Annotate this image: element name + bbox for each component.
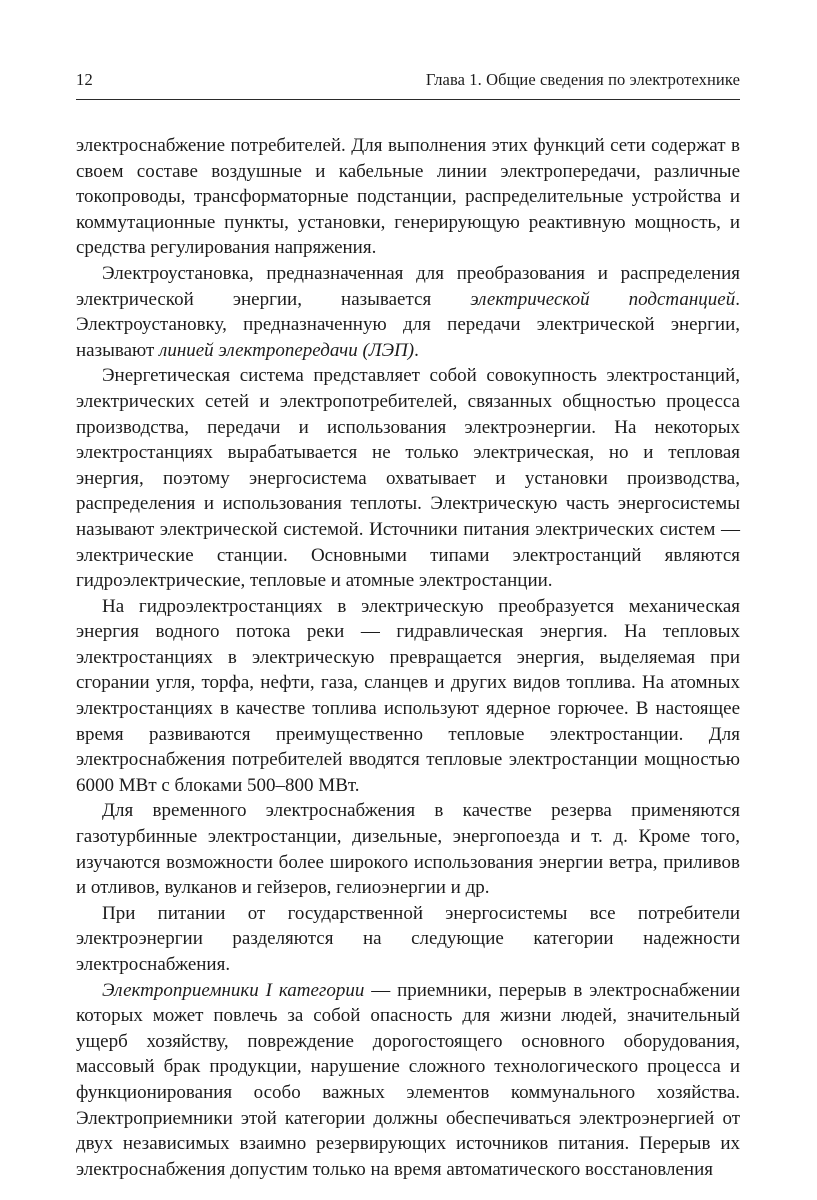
text-run: Электроустановка, предназначенная для преобразования и распределения электрической энергии, называется <box>76 262 740 310</box>
paragraph <box>76 363 740 593</box>
page-number: 12 <box>76 70 93 89</box>
body-text <box>76 133 740 1182</box>
italic-text-run: Электроприемники I категории <box>102 979 365 1001</box>
text-run: Энергетическая система представляет собой совокупность электростанций, электрических сетей и электропотребителей, связанных общностью процесса производства, передачи и использования электроэнергии. На некоторых электростанциях вырабатывается не только электрическая, но и тепловая энергия, поэтому энергосистема охватывает и установки производства, распределения и использования теплоты. Электрическую часть энергосистемы называют электрической системой. Источники питания электрических систем — электрические станции. Основными типами электростанций являются гидроэлектрические, тепловые и атомные электростанции. <box>76 365 740 592</box>
chapter-title: Глава 1. Общие сведения по электротехнике <box>425 70 740 89</box>
paragraph <box>76 133 740 261</box>
text-run: Для временного электроснабжения в качестве резерва применяются газотурбинные электростанции, дизельные, энергопоезда и т. д. Кроме того, изучаются возможности более широкого использования энергии ветра, приливов и отливов, вулканов и гейзеров, гелиоэнергии и др. <box>76 800 740 899</box>
paragraph <box>76 594 740 799</box>
text-run: — приемники, перерыв в электроснабжении которых может повлечь за собой опасность для жизни людей, значительный ущерб хозяйству, повреждение дорогостоящего основного оборудования, массовый брак продукции, нарушение сложного технологического процесса и функционирования особо важных элементов коммунального хозяйства. Электроприемники этой категории должны обеспечиваться электроэнергией от двух независимых взаимно резервирующих источников питания. Перерыв их электроснабжения допустим только на время автоматического восстановления <box>76 979 740 1180</box>
text-run: При питании от государственной энергосистемы все потребители электроэнергии разделяются на следующие категории надежности электроснабжения. <box>76 902 740 975</box>
page-header <box>76 70 740 100</box>
italic-text-run: электрической подстанцией <box>470 288 736 310</box>
text-run: . Электроустановку, предназначенную для передачи электрической энергии, называют <box>76 288 740 361</box>
paragraph <box>76 978 740 1183</box>
text-run: На гидроэлектростанциях в электрическую преобразуется механическая энергия водного потока реки — гидравлическая энергия. На тепловых электростанциях в электрическую превращается энергия, выделяемая при сгорании угля, торфа, нефти, газа, сланцев и других видов топлива. На атомных электростанциях в качестве топлива используют ядерное горючее. В настоящее время развиваются преимущественно тепловые электростанции. Для электроснабжения потребителей вводятся тепловые электростанции мощностью 6000 МВт с блоками 500–800 МВт. <box>76 595 740 796</box>
paragraph <box>76 901 740 978</box>
text-run: . <box>414 339 419 361</box>
paragraph <box>76 261 740 363</box>
text-run: электроснабжение потребителей. Для выполнения этих функций сети содержат в своем составе воздушные и кабельные линии электропередачи, различные токопроводы, трансформаторные подстанции, распределительные устройства и коммутационные пункты, установки, генерирующую реактивную мощность, и средства регулирования напряжения. <box>76 135 740 259</box>
italic-text-run: линией электропередачи (ЛЭП) <box>159 339 415 361</box>
paragraph <box>76 798 740 900</box>
